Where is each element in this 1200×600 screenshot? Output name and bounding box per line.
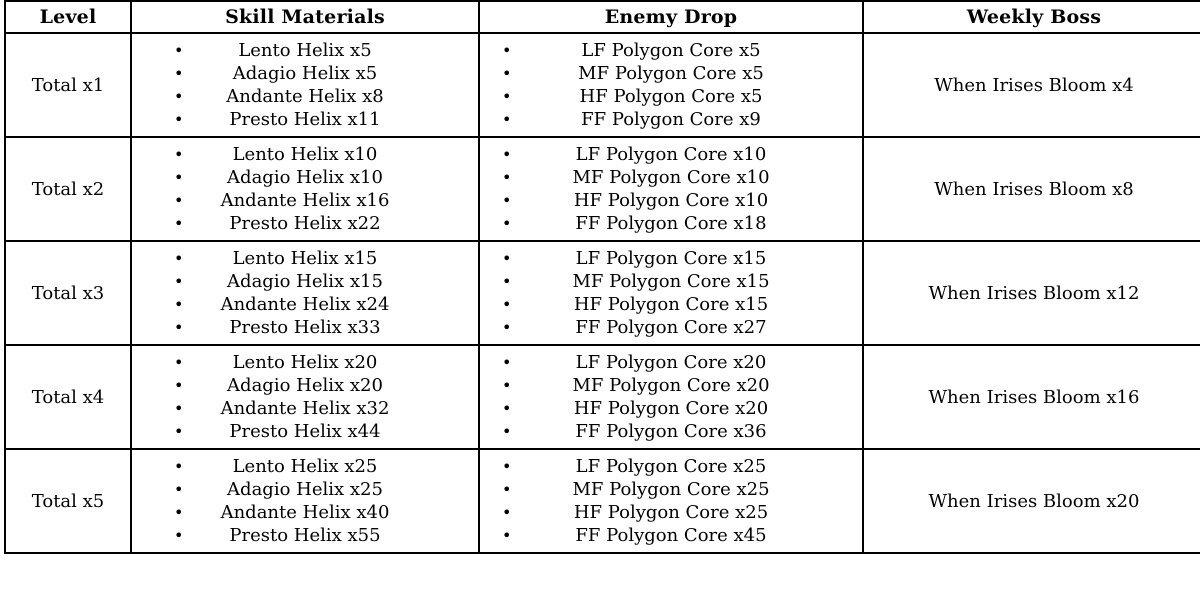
list-item: • Adagio Helix x25 <box>132 478 478 501</box>
list-item: • Andante Helix x16 <box>132 189 478 212</box>
weekly-boss-cell: When Irises Bloom x8 <box>863 137 1200 241</box>
skill-materials-cell <box>131 33 479 137</box>
list-item: • Adagio Helix x10 <box>132 166 478 189</box>
enemy-drop-cell <box>479 137 863 241</box>
column-header-weekly-boss: Weekly Boss <box>863 1 1200 33</box>
enemy-drop-list <box>480 143 862 235</box>
skill-materials-list <box>132 143 478 235</box>
enemy-drop-list <box>480 455 862 547</box>
enemy-drop-cell <box>479 345 863 449</box>
weekly-boss-cell: When Irises Bloom x20 <box>863 449 1200 553</box>
list-item: • MF Polygon Core x25 <box>480 478 862 501</box>
skill-materials-cell <box>131 241 479 345</box>
column-header-level: Level <box>5 1 131 33</box>
list-item: • LF Polygon Core x15 <box>480 247 862 270</box>
column-header-skill-materials: Skill Materials <box>131 1 479 33</box>
list-item: • HF Polygon Core x15 <box>480 293 862 316</box>
list-item: • MF Polygon Core x20 <box>480 374 862 397</box>
list-item: • LF Polygon Core x20 <box>480 351 862 374</box>
skill-materials-cell <box>131 137 479 241</box>
skill-materials-cell <box>131 449 479 553</box>
list-item: • Presto Helix x11 <box>132 108 478 131</box>
level-cell: Total x1 <box>5 33 131 137</box>
list-item: • HF Polygon Core x10 <box>480 189 862 212</box>
table-row <box>5 137 1200 241</box>
list-item: • Andante Helix x40 <box>132 501 478 524</box>
list-item: • Adagio Helix x5 <box>132 62 478 85</box>
list-item: • Presto Helix x22 <box>132 212 478 235</box>
table-body <box>5 33 1200 553</box>
enemy-drop-cell <box>479 33 863 137</box>
skill-materials-list <box>132 247 478 339</box>
list-item: • Presto Helix x55 <box>132 524 478 547</box>
list-item: • Andante Helix x8 <box>132 85 478 108</box>
enemy-drop-list <box>480 39 862 131</box>
list-item: • HF Polygon Core x20 <box>480 397 862 420</box>
list-item: • LF Polygon Core x10 <box>480 143 862 166</box>
list-item: • LF Polygon Core x25 <box>480 455 862 478</box>
enemy-drop-list <box>480 351 862 443</box>
table-header <box>5 1 1200 33</box>
table-row <box>5 241 1200 345</box>
level-cell: Total x2 <box>5 137 131 241</box>
list-item: • HF Polygon Core x5 <box>480 85 862 108</box>
list-item: • Lento Helix x25 <box>132 455 478 478</box>
skill-materials-list <box>132 455 478 547</box>
ascension-materials-table <box>4 0 1200 554</box>
list-item: • Lento Helix x20 <box>132 351 478 374</box>
list-item: • FF Polygon Core x18 <box>480 212 862 235</box>
list-item: • FF Polygon Core x45 <box>480 524 862 547</box>
list-item: • HF Polygon Core x25 <box>480 501 862 524</box>
table-row <box>5 345 1200 449</box>
list-item: • Lento Helix x10 <box>132 143 478 166</box>
list-item: • Andante Helix x32 <box>132 397 478 420</box>
list-item: • FF Polygon Core x27 <box>480 316 862 339</box>
list-item: • Lento Helix x15 <box>132 247 478 270</box>
list-item: • FF Polygon Core x9 <box>480 108 862 131</box>
list-item: • Andante Helix x24 <box>132 293 478 316</box>
list-item: • Presto Helix x33 <box>132 316 478 339</box>
level-cell: Total x4 <box>5 345 131 449</box>
list-item: • Adagio Helix x15 <box>132 270 478 293</box>
skill-materials-cell <box>131 345 479 449</box>
list-item: • MF Polygon Core x10 <box>480 166 862 189</box>
weekly-boss-cell: When Irises Bloom x12 <box>863 241 1200 345</box>
list-item: • LF Polygon Core x5 <box>480 39 862 62</box>
list-item: • MF Polygon Core x5 <box>480 62 862 85</box>
list-item: • FF Polygon Core x36 <box>480 420 862 443</box>
list-item: • Adagio Helix x20 <box>132 374 478 397</box>
column-header-enemy-drop: Enemy Drop <box>479 1 863 33</box>
skill-materials-list <box>132 351 478 443</box>
table-header-row <box>5 1 1200 33</box>
table-row <box>5 449 1200 553</box>
list-item: • Presto Helix x44 <box>132 420 478 443</box>
level-cell: Total x3 <box>5 241 131 345</box>
weekly-boss-cell: When Irises Bloom x16 <box>863 345 1200 449</box>
enemy-drop-cell <box>479 241 863 345</box>
weekly-boss-cell: When Irises Bloom x4 <box>863 33 1200 137</box>
table-row <box>5 33 1200 137</box>
list-item: • MF Polygon Core x15 <box>480 270 862 293</box>
enemy-drop-cell <box>479 449 863 553</box>
level-cell: Total x5 <box>5 449 131 553</box>
skill-materials-list <box>132 39 478 131</box>
list-item: • Lento Helix x5 <box>132 39 478 62</box>
enemy-drop-list <box>480 247 862 339</box>
